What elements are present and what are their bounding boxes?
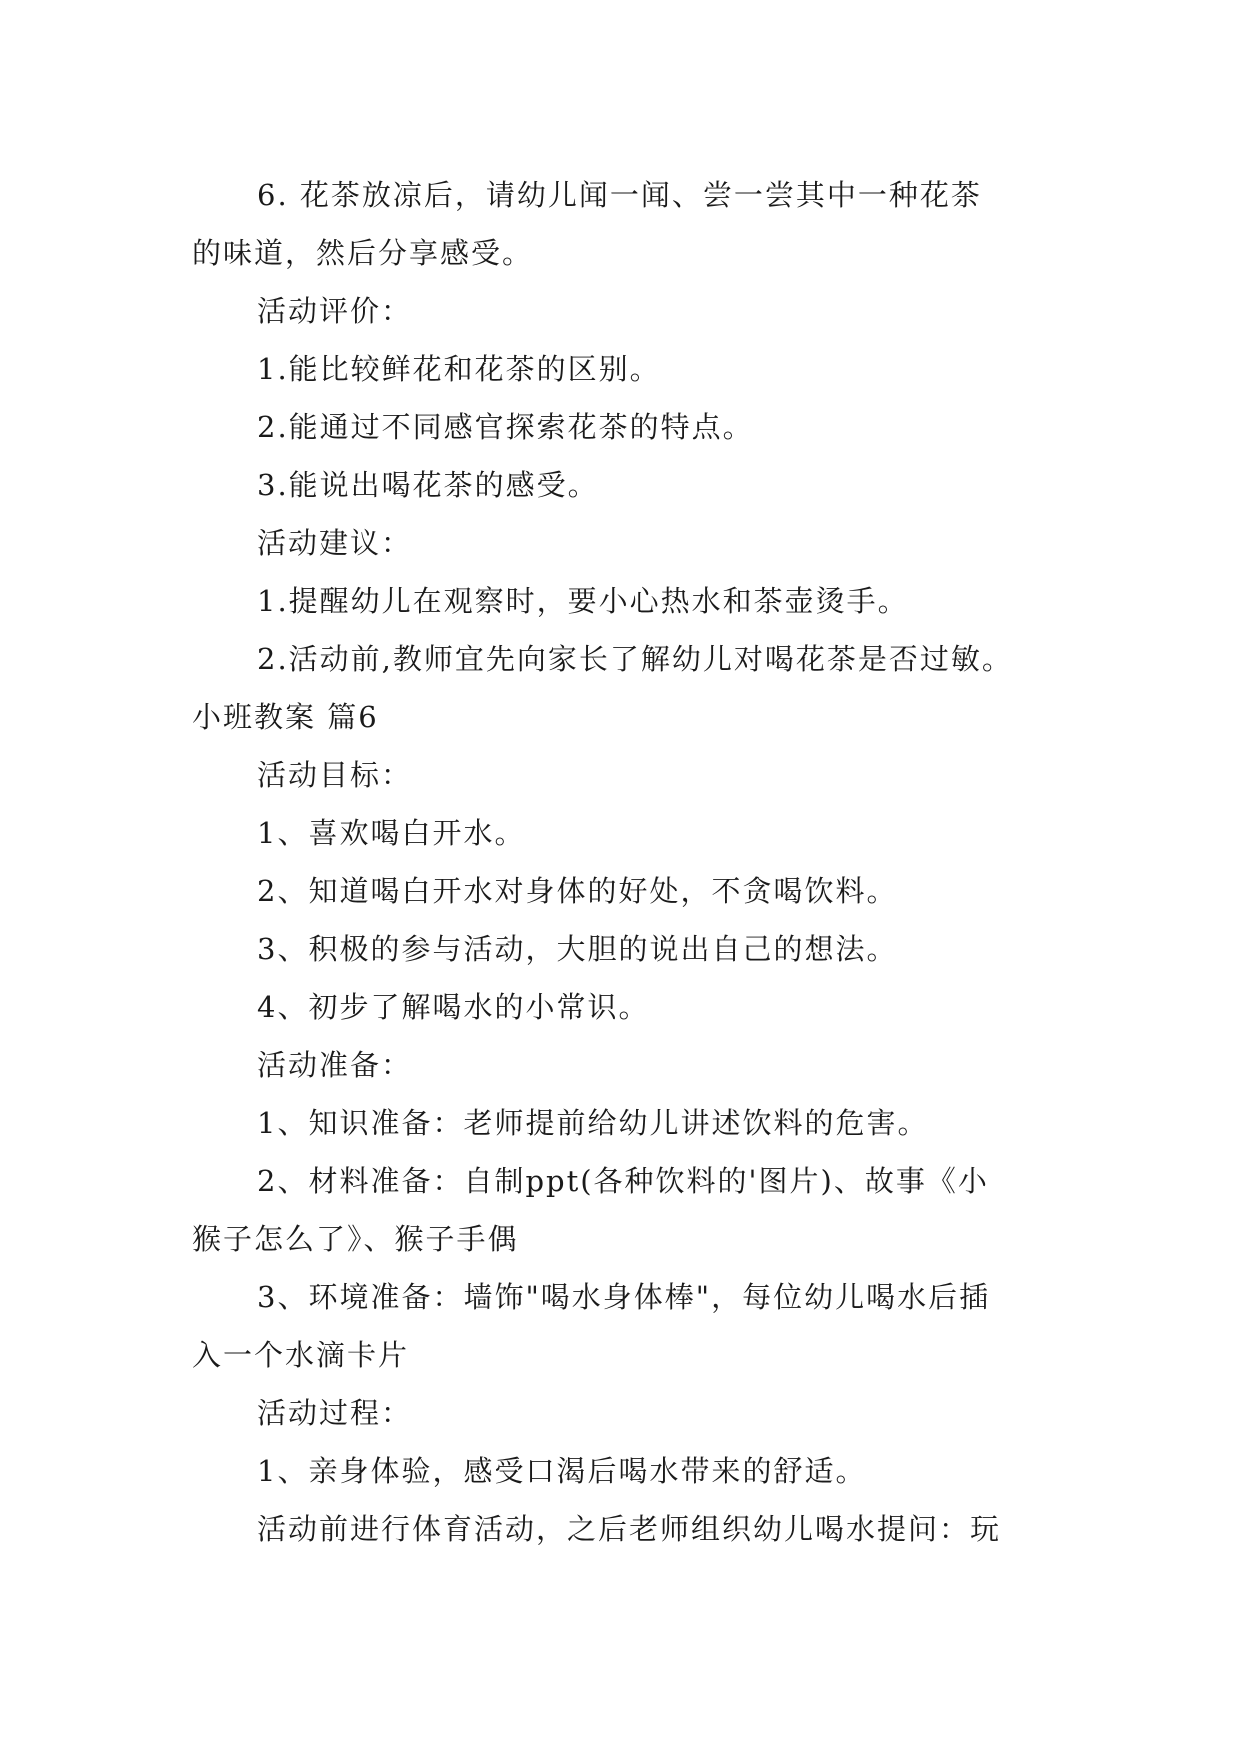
list-item: 2、材料准备：自制ppt(各种饮料的'图片)、故事《小: [257, 1164, 989, 1198]
document-title: 小班教案 篇6: [192, 700, 379, 734]
list-item: 2.活动前,教师宜先向家长了解幼儿对喝花茶是否过敏。: [257, 642, 1013, 676]
section-heading: 活动建议：: [257, 526, 413, 560]
list-item: 1.提醒幼儿在观察时，要小心热水和茶壶烫手。: [257, 584, 909, 618]
section-heading: 活动目标：: [257, 758, 413, 792]
section-heading: 活动过程：: [257, 1396, 413, 1430]
text-line: 猴子怎么了》、猴子手偶: [192, 1222, 519, 1256]
text-line: 活动前进行体育活动，之后老师组织幼儿喝水提问：玩: [257, 1512, 1002, 1546]
list-item: 1.能比较鲜花和花茶的区别。: [257, 352, 661, 386]
text-line: 6. 花茶放凉后，请幼儿闻一闻、尝一尝其中一种花茶: [257, 178, 982, 212]
list-item: 1、亲身体验，感受口渴后喝水带来的舒适。: [257, 1454, 867, 1488]
text-line: 的味道，然后分享感受。: [192, 236, 534, 270]
list-item: 1、知识准备：老师提前给幼儿讲述饮料的危害。: [257, 1106, 929, 1140]
document-body: [192, 166, 1062, 1558]
list-item: 3.能说出喝花茶的感受。: [257, 468, 599, 502]
section-heading: 活动评价：: [257, 294, 413, 328]
list-item: 3、环境准备：墙饰"喝水身体棒"，每位幼儿喝水后插: [257, 1280, 991, 1314]
list-item: 3、积极的参与活动，大胆的说出自己的想法。: [257, 932, 898, 966]
text-line: 入一个水滴卡片: [192, 1338, 410, 1372]
list-item: 2.能通过不同感官探索花茶的特点。: [257, 410, 754, 444]
section-heading: 活动准备：: [257, 1048, 413, 1082]
list-item: 1、喜欢喝白开水。: [257, 816, 526, 850]
list-item: 4、初步了解喝水的小常识。: [257, 990, 650, 1024]
list-item: 2、知道喝白开水对身体的好处，不贪喝饮料。: [257, 874, 898, 908]
